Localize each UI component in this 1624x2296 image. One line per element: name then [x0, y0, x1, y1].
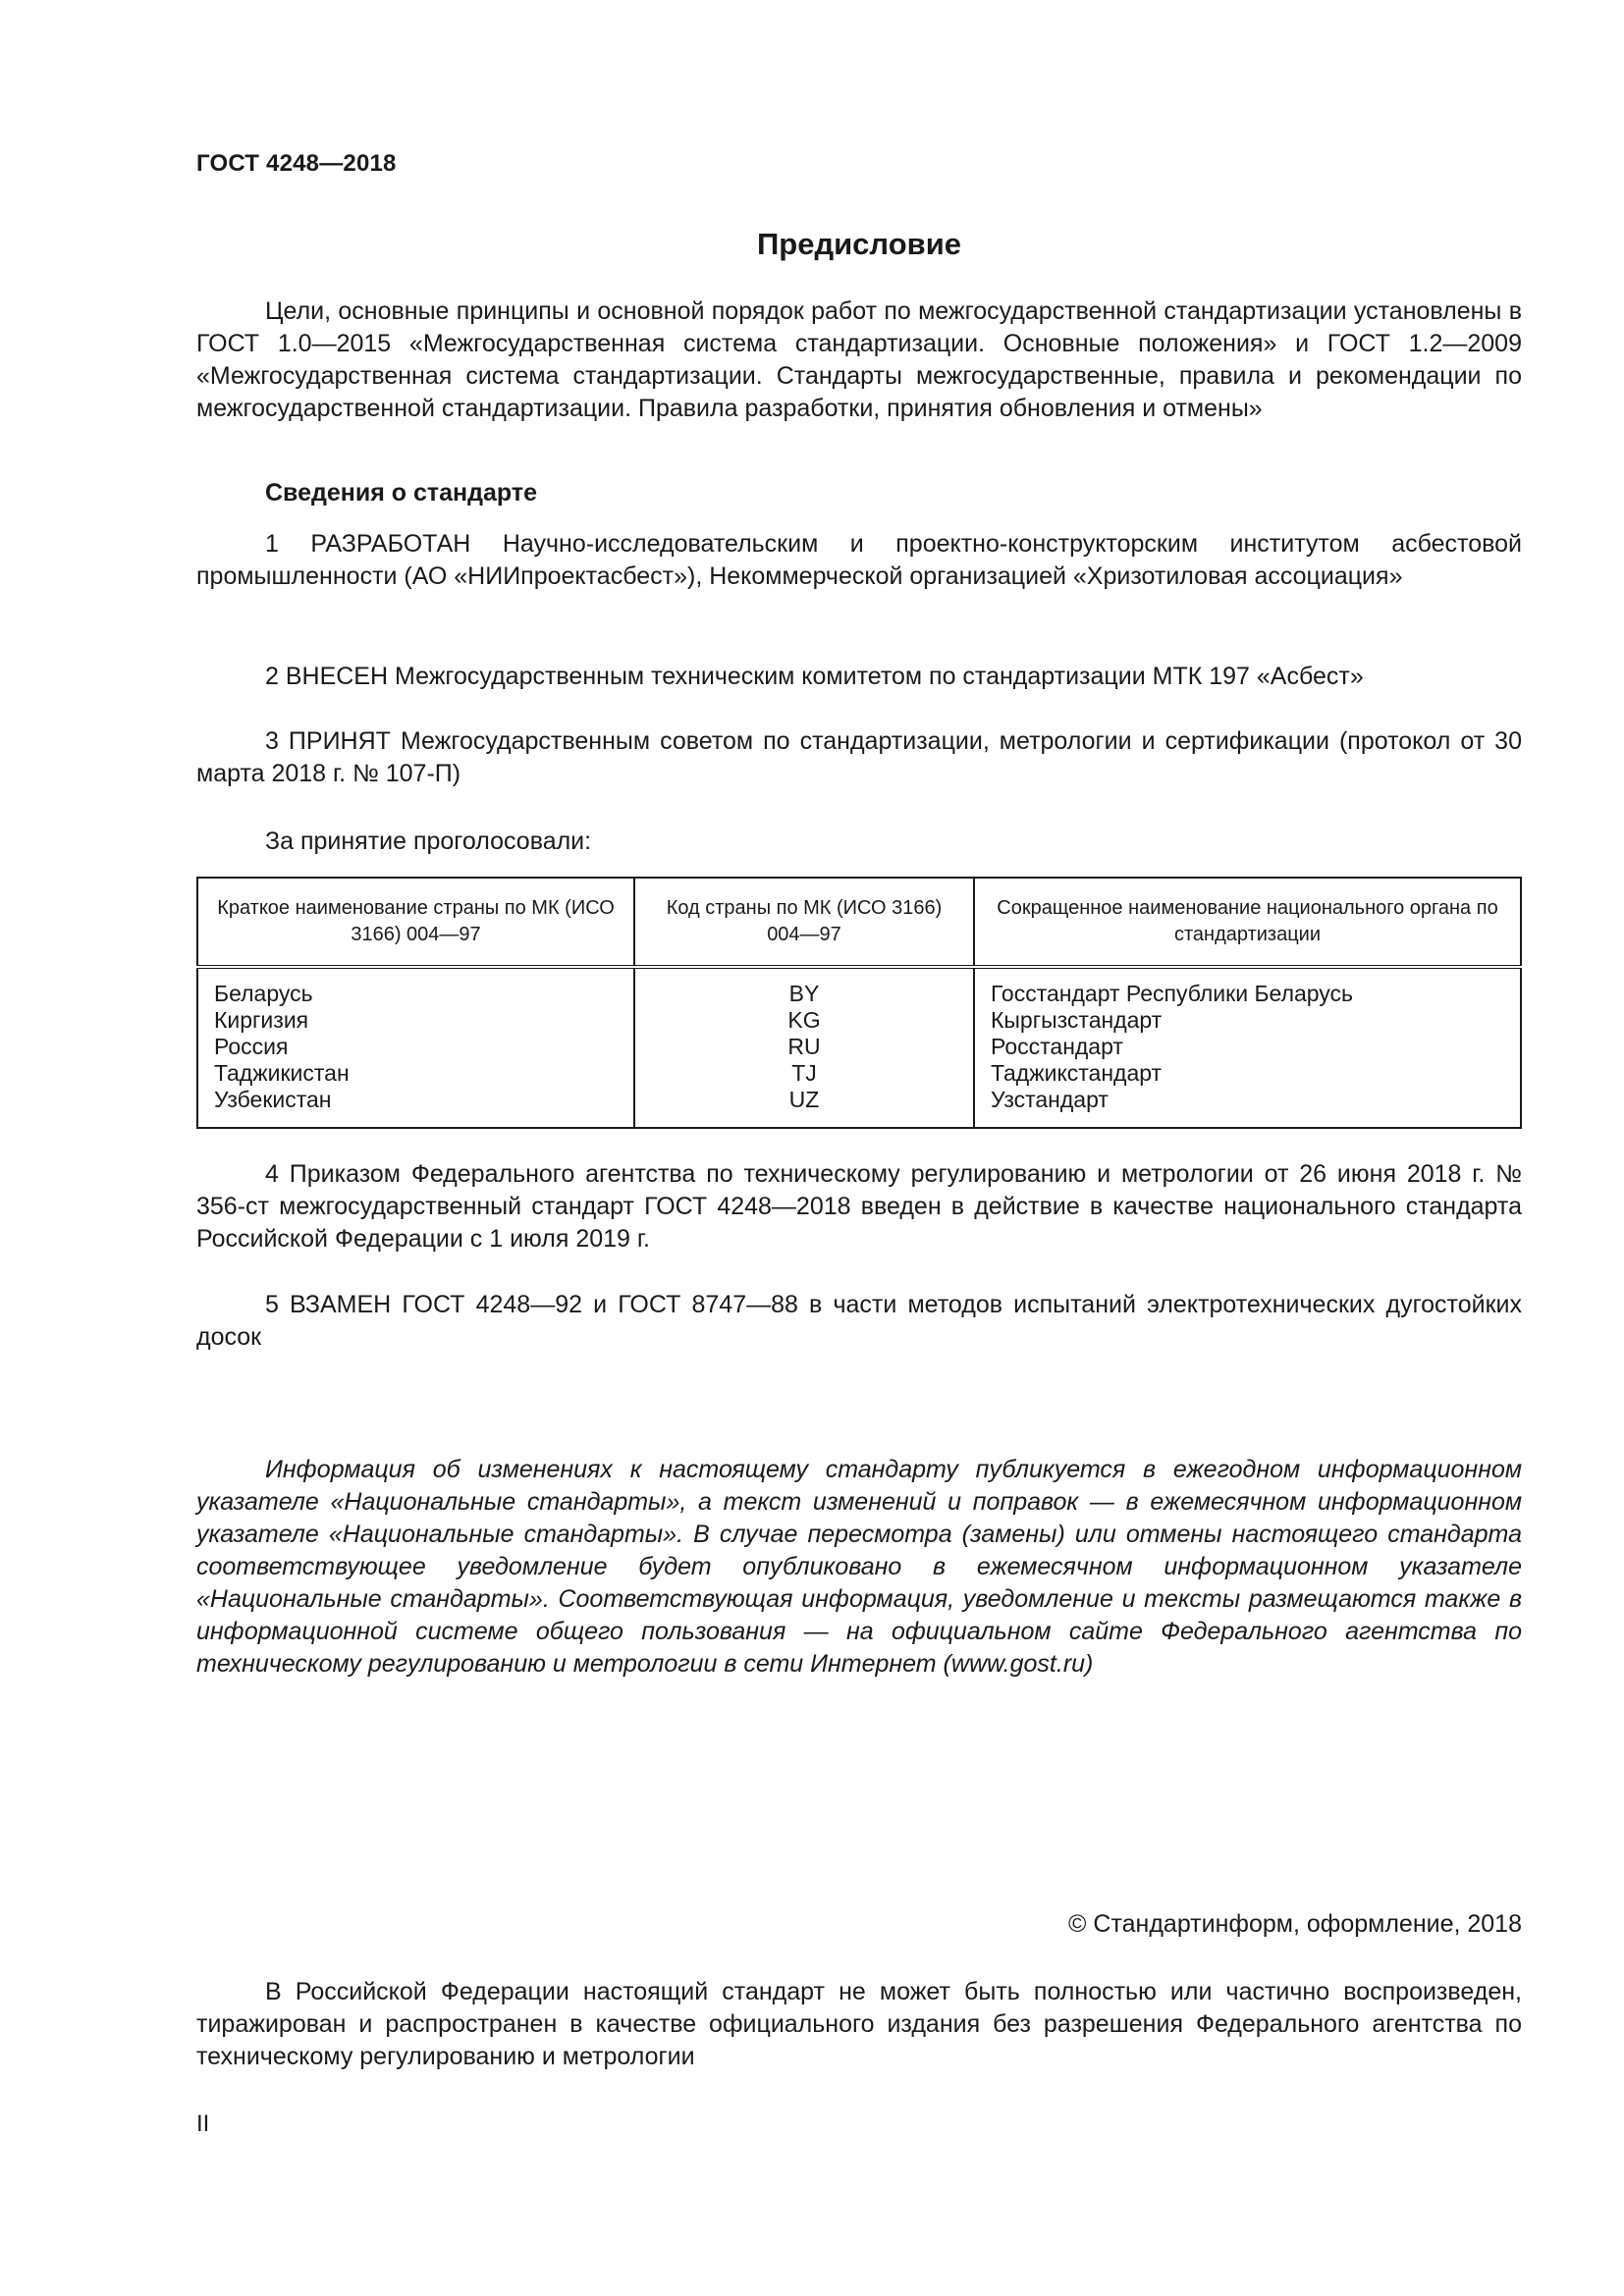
country-name: Таджикистан: [214, 1060, 350, 1086]
country-code: BY: [788, 981, 820, 1006]
header-standards-body: Сокращенное наименование национального органа по стандартизации: [974, 878, 1521, 967]
info-item-5: 5 ВЗАМЕН ГОСТ 4248—92 и ГОСТ 8747—88 в части методов испытаний электротехнических дугостойких досок: [196, 1291, 1522, 1351]
preface-intro: Цели, основные принципы и основной порядок работ по межгосударственной стандартизации установлены в ГОСТ 1.0—2015 «Межгосударственная система стандартизации. Основные положения» и ГОСТ 1.2—2009 «Межгосударственная система стандартизации. Стандарты межгосударственные, правила и рекомендации по межгосударственной стандартизации. Правила разработки, принятия обновления и отмены»: [196, 297, 1522, 422]
standards-body: Узстандарт: [991, 1087, 1109, 1112]
country-code: KG: [787, 1007, 821, 1033]
info-item-4: 4 Приказом Федерального агентства по техническому регулированию и метрологии от 26 июня 2018 г. № 356-ст межгосударственный стандарт ГОСТ 4248—2018 введен в действие в качестве национального стандарта Российской Федерации с 1 июля 2019 г.: [196, 1160, 1522, 1253]
page-number: II: [196, 2110, 210, 2137]
page-title: Предисловие: [756, 227, 961, 261]
country-name: Узбекистан: [214, 1087, 332, 1112]
header-country-code: Код страны по МК (ИСО 3166) 004—97: [634, 878, 974, 967]
header-country-name: Краткое наименование страны по МК (ИСО 3166) 004—97: [197, 878, 634, 967]
info-item-3: 3 ПРИНЯТ Межгосударственным советом по стандартизации, метрологии и сертификации (протокол от 30 марта 2018 г. № 107-П): [196, 727, 1522, 787]
section-heading: Сведения о стандарте: [265, 479, 538, 507]
standards-body: Росстандарт: [991, 1034, 1123, 1059]
country-name: Россия: [214, 1034, 289, 1059]
info-item-2: 2 ВНЕСЕН Межгосударственным техническим комитетом по стандартизации МТК 197 «Асбест»: [265, 663, 1364, 690]
table-row: [197, 967, 1521, 1128]
country-name: Беларусь: [214, 981, 313, 1006]
standards-body: Таджикстандарт: [991, 1060, 1163, 1086]
table-header-row: [197, 878, 1521, 967]
document-code: ГОСТ 4248—2018: [196, 150, 397, 177]
change-info-notice: Информация об изменениях к настоящему стандарту публикуется в ежегодном информационном указателе «Национальные стандарты», а текст изменений и поправок — в ежемесячном информационном указателе «Национальные стандарты». В случае пересмотра (замены) или отмены настоящего стандарта соответствующее уведомление будет опубликовано в ежемесячном информационном указателе «Национальные стандарты». Соответствующая информация, уведомление и тексты размещаются также в информационной системе общего пользования — на официальном сайте Федерального агентства по техническому регулированию и метрологии в сети Интернет (www.gost.ru): [196, 1456, 1522, 1678]
country-code: UZ: [788, 1087, 820, 1112]
standards-bodies-cell: [974, 967, 1521, 1128]
standards-body: Кыргызстандарт: [991, 1007, 1163, 1033]
standards-body: Госстандарт Республики Беларусь: [991, 981, 1354, 1006]
rights-notice: В Российской Федерации настоящий стандарт не может быть полностью или частично воспроизведен, тиражирован и распространен в качестве официального издания без разрешения Федерального агентства по техническому регулированию и метрологии: [196, 1978, 1522, 2070]
country-names-cell: [197, 967, 634, 1128]
info-item-1: 1 РАЗРАБОТАН Научно-исследовательским и проектно-конструкторским институтом асбестовой промышленности (АО «НИИпроектасбест»), Некоммерческой организацией «Хризотиловая ассоциация»: [196, 530, 1522, 590]
copyright-line: © Стандартинформ, оформление, 2018: [1068, 1910, 1522, 1938]
country-code: TJ: [791, 1060, 817, 1086]
country-codes-cell: [634, 967, 974, 1128]
voted-label: За принятие проголосовали:: [265, 828, 592, 855]
voting-table: [196, 877, 1522, 1129]
country-name: Киргизия: [214, 1007, 309, 1033]
document-page: [196, 0, 1522, 2296]
country-code: RU: [787, 1034, 821, 1059]
